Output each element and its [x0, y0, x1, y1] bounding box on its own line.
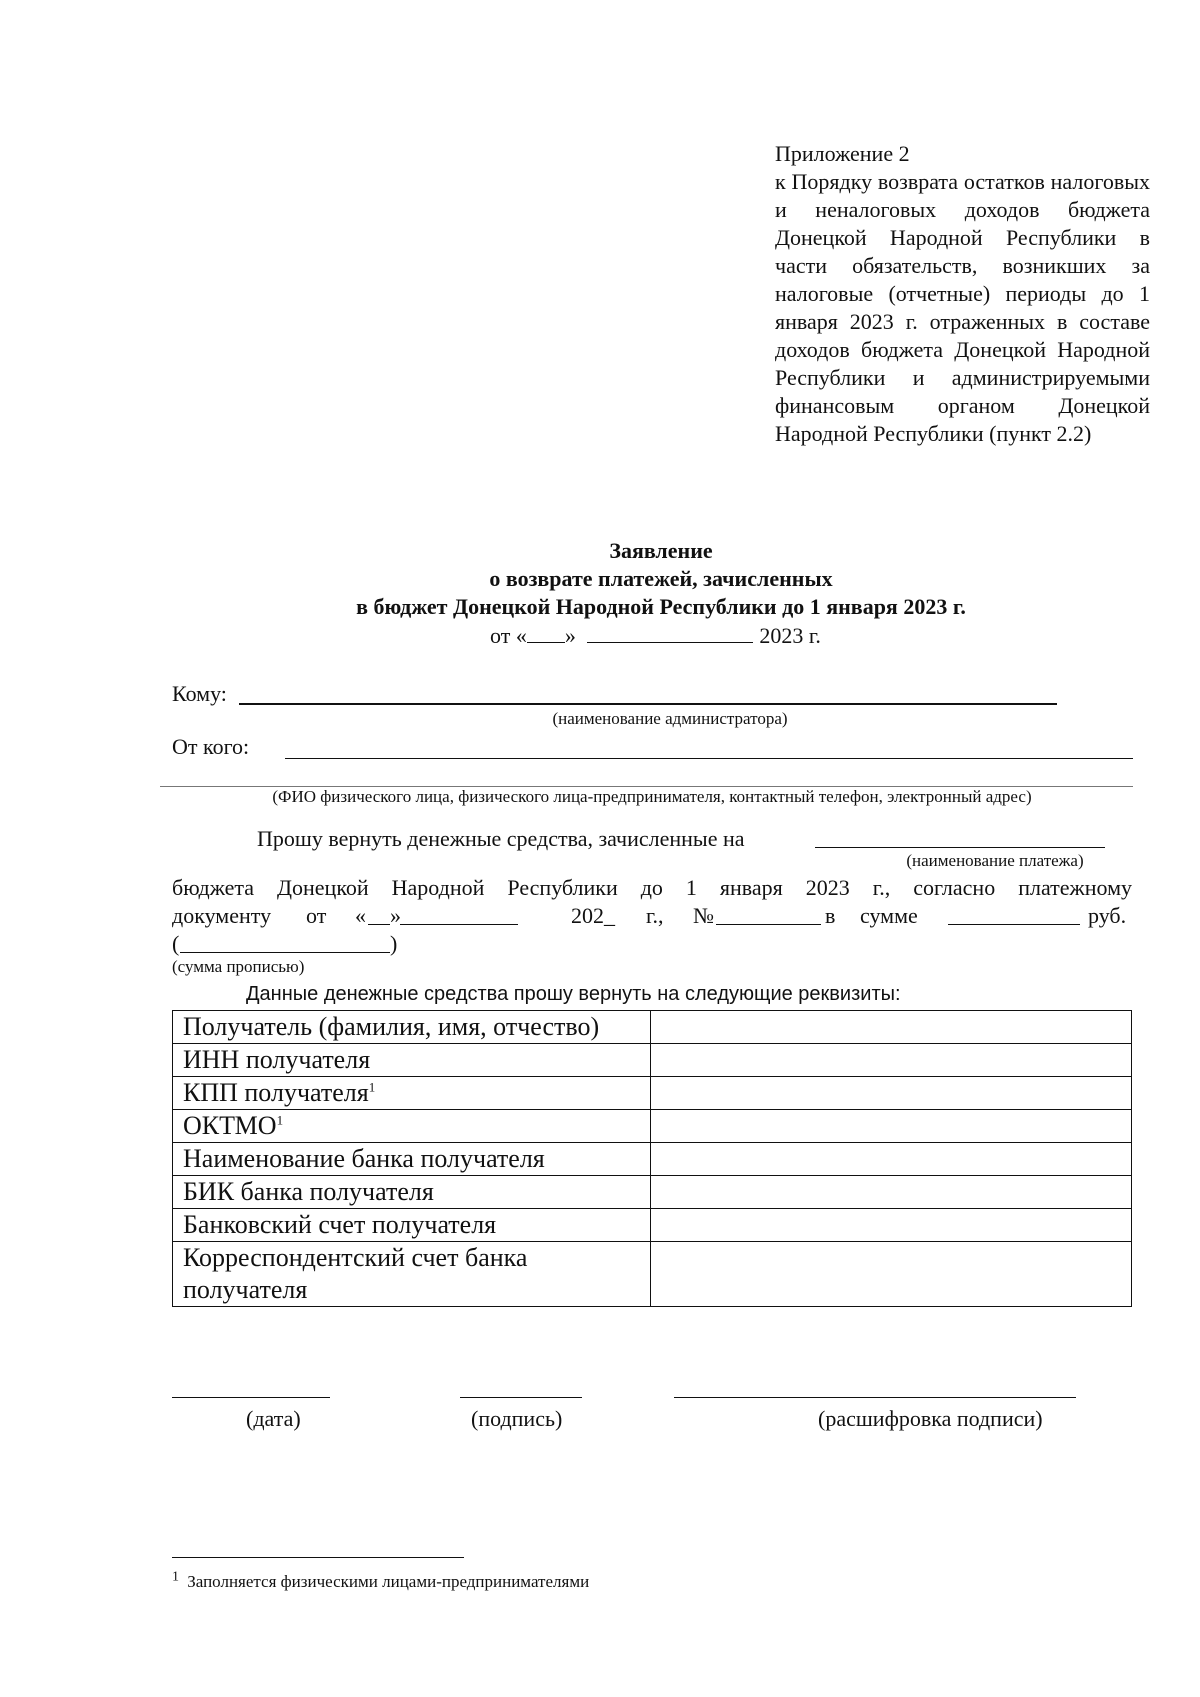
request-rub: руб. — [1088, 903, 1127, 928]
table-label-cell — [173, 1011, 651, 1044]
table-row-label: Корреспондентский счет банка получателя — [183, 1243, 528, 1304]
table-label-cell — [173, 1176, 651, 1209]
request-v: в — [825, 903, 836, 928]
paren-close: ) — [390, 931, 398, 956]
table-label-cell — [173, 1143, 651, 1176]
date-line — [490, 622, 821, 650]
footnote-text: Заполняется физическими лицами-предпринимателями — [187, 1572, 590, 1591]
to-label: Кому: — [172, 681, 227, 706]
request-quote-close: » — [390, 903, 401, 928]
from-caption: (ФИО физического лица, физического лица-предпринимателя, контактный телефон, электронный адрес) — [272, 787, 1032, 806]
request-ot: от — [306, 903, 327, 928]
table-value-cell[interactable] — [651, 1110, 1132, 1143]
from-label: От кого: — [172, 734, 250, 759]
doc-number-line[interactable] — [716, 924, 821, 925]
signature-caption: (подпись) — [471, 1406, 563, 1431]
table-label-cell — [173, 1044, 651, 1077]
decoding-caption: (расшифровка подписи) — [818, 1406, 1043, 1431]
request-summe: сумме — [860, 903, 918, 928]
request-doc-word: документу — [172, 903, 272, 928]
table-value-cell[interactable] — [651, 1209, 1132, 1242]
amount-line[interactable] — [948, 924, 1080, 925]
table-value-cell[interactable] — [651, 1044, 1132, 1077]
payment-caption: (наименование платежа) — [906, 851, 1084, 870]
table-value-cell[interactable] — [651, 1011, 1132, 1044]
table-value-cell[interactable] — [651, 1242, 1132, 1307]
request-g: г., — [646, 903, 664, 928]
table-row-label: БИК банка получателя — [183, 1177, 434, 1206]
amount-caption: (сумма прописью) — [172, 957, 305, 976]
requisites-table — [172, 1010, 1132, 1307]
table-row — [173, 1044, 1132, 1077]
appendix-block — [775, 140, 1150, 448]
document-subtitle-1: о возврате платежей, зачисленных — [489, 566, 833, 591]
table-row-label: КПП получателя — [183, 1078, 369, 1107]
table-value-cell[interactable] — [651, 1176, 1132, 1209]
date-month-blank[interactable] — [587, 622, 753, 643]
details-line: Данные денежные средства прошу вернуть на следующие реквизиты: — [246, 983, 901, 1005]
decoding-line[interactable] — [674, 1397, 1076, 1398]
doc-month-line[interactable] — [400, 924, 518, 925]
to-caption: (наименование администратора) — [552, 709, 788, 728]
table-row — [173, 1110, 1132, 1143]
request-num: № — [693, 903, 714, 928]
footnote-ref: 1 — [368, 1079, 376, 1095]
table-label-cell — [173, 1077, 651, 1110]
request-quote-open: « — [355, 903, 366, 928]
paren-open: ( — [172, 931, 180, 956]
table-row-label: Наименование банка получателя — [183, 1144, 545, 1173]
footnote-mark: 1 — [172, 1569, 179, 1585]
footnote-separator — [172, 1557, 464, 1558]
request-line-1: Прошу вернуть денежные средства, зачисленные на — [257, 826, 745, 851]
footnote-ref: 1 — [276, 1112, 284, 1128]
appendix-text: к Порядку возврата остатков налоговых и неналоговых доходов бюджета Донецкой Народной Республики в части обязательств, возникших за налоговые (отчетные) периоды до 1 января 2023 г. отраженных в составе доходов бюджета Донецкой Народной Республики и администрируемыми финансовым органом Донецкой Народной Республики (пункт 2.2) — [775, 169, 1150, 446]
signature-line[interactable] — [460, 1397, 582, 1398]
table-label-cell — [173, 1110, 651, 1143]
footnote — [172, 1571, 589, 1593]
table-row — [173, 1209, 1132, 1242]
date-caption: (дата) — [246, 1406, 301, 1431]
table-label-cell — [173, 1209, 651, 1242]
request-line-2: бюджета Донецкой Народной Республики до 1 января 2023 г., согласно платежному — [172, 875, 1132, 900]
table-row — [173, 1242, 1132, 1307]
table-label-cell — [173, 1242, 651, 1307]
date-prefix: от « — [490, 623, 527, 648]
table-row — [173, 1176, 1132, 1209]
payment-name-line[interactable] — [815, 847, 1105, 848]
table-value-cell[interactable] — [651, 1077, 1132, 1110]
document-subtitle-2: в бюджет Донецкой Народной Республики до 1 января 2023 г. — [356, 594, 966, 619]
amount-words-line[interactable] — [180, 952, 390, 953]
date-suffix: 2023 г. — [759, 623, 821, 648]
table-row — [173, 1011, 1132, 1044]
document-title: Заявление — [609, 538, 713, 563]
date-day-blank[interactable] — [527, 622, 565, 643]
date-sign-line[interactable] — [172, 1397, 330, 1398]
to-input-line[interactable] — [239, 703, 1057, 705]
appendix-title: Приложение 2 — [775, 141, 910, 166]
table-row-label: Банковский счет получателя — [183, 1210, 497, 1239]
table-row — [173, 1077, 1132, 1110]
from-input-line[interactable] — [285, 758, 1133, 759]
table-value-cell[interactable] — [651, 1143, 1132, 1176]
doc-day-line[interactable] — [368, 924, 390, 925]
table-row-label: ОКТМО — [183, 1111, 277, 1140]
request-year: 202_ — [571, 903, 615, 928]
date-mid: » — [564, 623, 576, 648]
table-row — [173, 1143, 1132, 1176]
table-row-label: ИНН получателя — [183, 1045, 371, 1074]
table-row-label: Получатель (фамилия, имя, отчество) — [183, 1012, 600, 1041]
